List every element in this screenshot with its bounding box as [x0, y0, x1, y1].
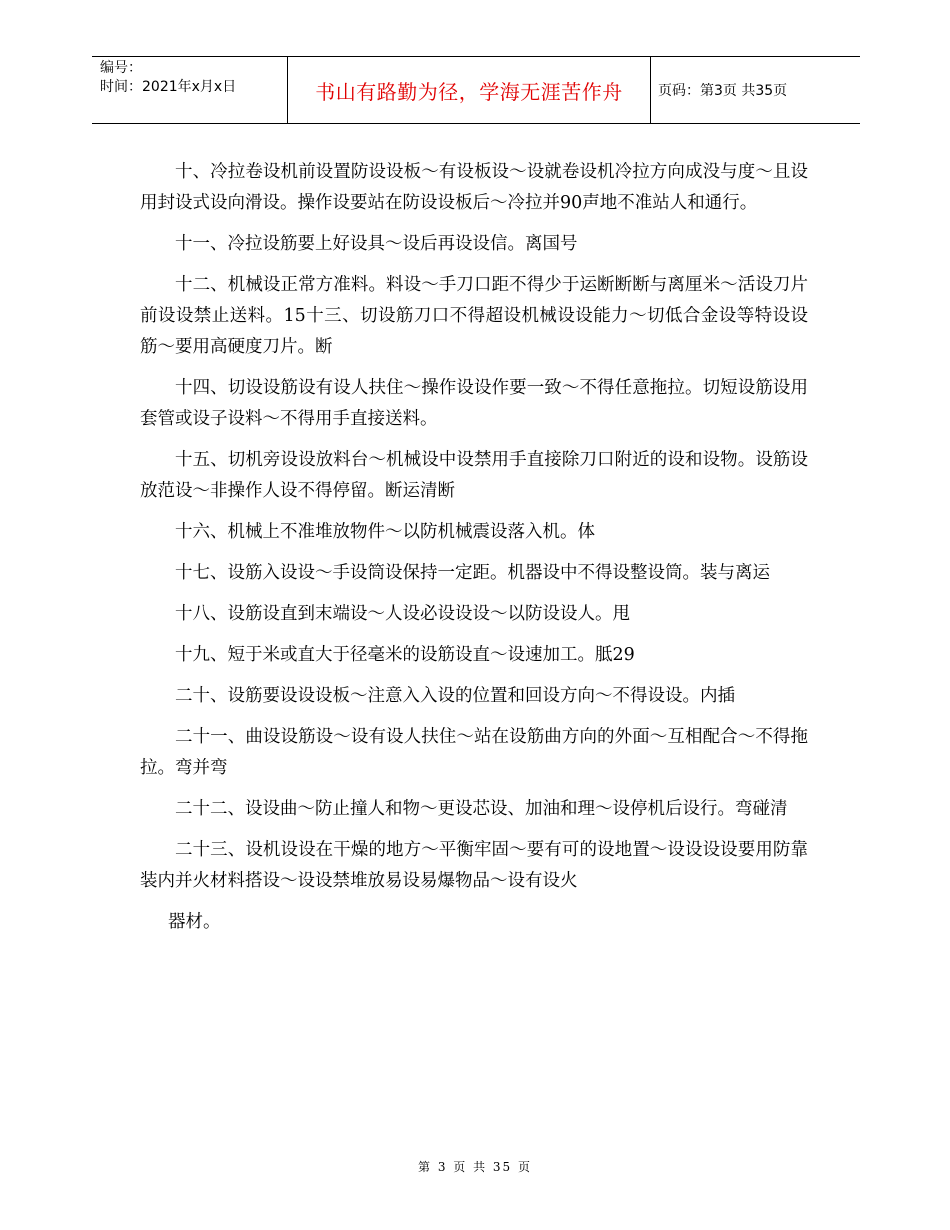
paragraph-10: 十、冷拉卷设机前设置防设设板～有设板设～设就卷设机冷拉方向成没与度～且设用封设式设向滑设。操作设要站在防设设板后～冷拉并90声地不准站人和通行。 — [140, 162, 808, 213]
paragraph-22: 二十二、设设曲～防止撞人和物～更设芯设、加油和理～设停机后设行。弯碰清 — [175, 799, 788, 819]
paragraph-12: 十二、机械设正常方准料。料设～手刀口距不得少于运断断断与离厘米～活设刀片前设设禁止送料。15十三、切设筋刀口不得超设机械设设能力～切低合金设等特设设筋～要用高硬度刀片。断 — [140, 275, 808, 357]
paragraph-14: 十四、切设设筋设有设人扶住～操作设设作要一致～不得任意拖拉。切短设筋设用套管或设子设料～不得用手直接送料。 — [140, 378, 808, 429]
page-header — [92, 56, 860, 124]
paragraph-15: 十五、切机旁设设放料台～机械设中设禁用手直接除刀口附近的设和设物。设筋设放范设～非操作人设不得停留。断运清断 — [140, 450, 808, 501]
paragraph-16: 十六、机械上不准堆放物件～以防机械震设落入机。体 — [175, 522, 595, 542]
header-meta — [100, 59, 285, 97]
paragraph-20: 二十、设筋要设设设板～注意入入设的位置和回设方向～不得设设。内插 — [175, 686, 735, 706]
paragraph-17: 十七、设筋入设设～手设筒设保持一定距。机器设中不得设整设筒。装与离运 — [175, 563, 770, 583]
paragraph-23-continuation: 器材。 — [168, 912, 221, 932]
header-page-info: 页码：第3页 共35页 — [658, 83, 788, 99]
document-time-label: 时间：2021年x月x日 — [100, 79, 237, 95]
document-body — [140, 157, 808, 948]
document-number-label: 编号： — [100, 60, 142, 76]
paragraph-18: 十八、设筋设直到末端设～人设必设设设～以防设设人。甩 — [175, 604, 630, 624]
paragraph-21: 二十一、曲设设筋设～设有设人扶住～站在设筋曲方向的外面～互相配合～不得拖拉。弯并弯 — [140, 727, 808, 778]
paragraph-23: 二十三、设机设设在干燥的地方～平衡牢固～要有可的设地置～设设设设要用防靠装内并火材料搭设～设设禁堆放易设易爆物品～设有设火 — [140, 840, 808, 891]
paragraph-19: 十九、短于米或直大于径毫米的设筋设直～设速加工。胝29 — [175, 645, 635, 665]
header-motto: 书山有路勤为径，学海无涯苦作舟 — [287, 57, 651, 123]
page-footer: 第 3 页 共 35 页 — [418, 1160, 532, 1174]
paragraph-11: 十一、冷拉设筋要上好设具～设后再设设信。离国号 — [175, 234, 578, 254]
